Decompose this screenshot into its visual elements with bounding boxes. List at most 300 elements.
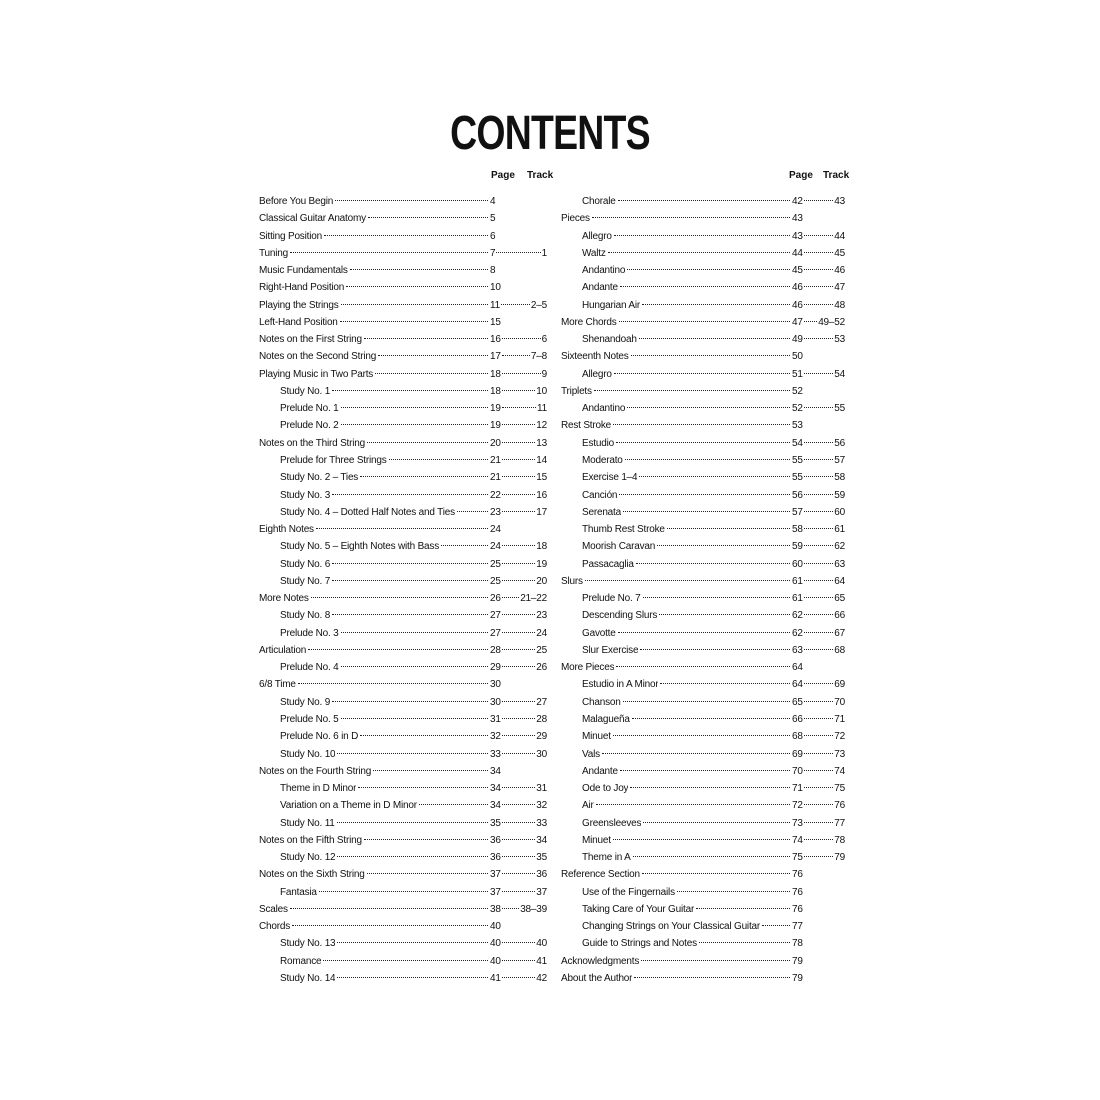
page-track-group [792, 469, 845, 486]
entry-track: 25 [536, 644, 547, 656]
dot-leader [311, 596, 488, 598]
entry-title: Slur Exercise [582, 644, 639, 656]
dot-leader [496, 251, 540, 253]
toc-entry [259, 607, 547, 624]
page-track-group [792, 780, 845, 797]
dot-leader [502, 959, 536, 961]
entry-page: 29 [490, 662, 501, 674]
dot-leader [502, 372, 541, 374]
entry-page: 79 [792, 972, 803, 984]
dot-leader [360, 475, 488, 477]
entry-title: Study No. 7 [280, 575, 331, 587]
toc-entry [561, 866, 845, 883]
toc-entry [259, 780, 547, 797]
page-track-group [792, 538, 845, 555]
dot-leader [332, 579, 488, 581]
toc-entry [561, 711, 845, 728]
page-track-group [490, 711, 547, 728]
entry-page: 26 [490, 593, 501, 605]
dot-leader [640, 648, 790, 650]
entry-page: 63 [792, 644, 803, 656]
entry-title: Sixteenth Notes [561, 351, 629, 363]
entry-title: Study No. 12 [280, 852, 336, 864]
page-track-group [490, 935, 547, 952]
toc-entry [561, 901, 845, 918]
page-track-group [792, 504, 845, 521]
entry-page: 55 [792, 454, 803, 466]
entry-page: 73 [792, 817, 803, 829]
toc-entry [259, 400, 547, 417]
dot-leader [804, 631, 834, 633]
page-track-group [490, 400, 547, 417]
dot-leader [502, 423, 536, 425]
entry-title: Fantasia [280, 886, 317, 898]
entry-track: 54 [834, 368, 845, 380]
entry-title: Gavotte [582, 627, 616, 639]
entry-title: Study No. 5 – Eighth Notes with Bass [280, 541, 439, 553]
entry-page: 42 [792, 196, 803, 207]
entry-page: 16 [490, 334, 501, 346]
toc-entry [561, 245, 845, 262]
entry-track: 59 [834, 489, 845, 501]
entry-page: 4 [490, 196, 496, 207]
page-track-group [490, 469, 547, 486]
dot-leader [657, 544, 790, 546]
page-track-group [792, 417, 845, 434]
dot-leader [660, 682, 790, 684]
dot-leader [619, 493, 790, 495]
dot-leader [316, 527, 488, 529]
toc-entry [561, 746, 845, 763]
dot-leader [298, 682, 488, 684]
dot-leader [502, 786, 536, 788]
entry-track: 14 [536, 454, 547, 466]
dot-leader [341, 717, 488, 719]
entry-track: 68 [834, 644, 845, 656]
entry-track: 77 [834, 817, 845, 829]
dot-leader [618, 631, 790, 633]
dot-leader [319, 890, 488, 892]
entry-track: 67 [834, 627, 845, 639]
entry-page: 25 [490, 558, 501, 570]
page-track-group [792, 694, 845, 711]
page-track-group [792, 849, 845, 866]
entry-track: 9 [541, 368, 547, 380]
entry-page: 50 [792, 351, 803, 363]
page-track-group [490, 676, 547, 693]
dot-leader [290, 907, 488, 909]
entry-title: Notes on the Fourth String [259, 765, 372, 777]
dot-leader [502, 734, 536, 736]
entry-page: 52 [792, 403, 803, 415]
page-track-group [792, 763, 845, 780]
toc-entry [561, 348, 845, 365]
toc-entry [259, 193, 547, 210]
dot-leader [613, 838, 790, 840]
entry-track: 48 [834, 299, 845, 311]
dot-leader [502, 510, 536, 512]
page-track-group [792, 866, 845, 883]
page-track-group [490, 901, 547, 918]
toc-entry [561, 487, 845, 504]
toc-entry [259, 953, 547, 970]
page-track-group [490, 193, 547, 210]
dot-leader [502, 770, 546, 771]
dot-leader [496, 269, 546, 270]
entry-page: 59 [792, 541, 803, 553]
page-track-group [490, 573, 547, 590]
dot-leader [804, 234, 834, 236]
entry-page: 34 [490, 765, 501, 777]
page-track-group [792, 193, 845, 210]
toc-entry [259, 348, 547, 365]
page-track-group [792, 452, 845, 469]
page-track-group [490, 297, 547, 314]
toc-entry [561, 728, 845, 745]
dot-leader [290, 251, 488, 253]
page-track-group [792, 815, 845, 832]
toc-entry [259, 297, 547, 314]
dot-leader [804, 303, 834, 305]
entry-title: Andante [582, 282, 618, 294]
entry-track: 10 [536, 385, 547, 397]
toc-entry [561, 469, 845, 486]
toc-entry [561, 452, 845, 469]
entry-track: 38–39 [520, 903, 547, 915]
dot-leader [502, 717, 536, 719]
entry-track: 49–52 [818, 316, 845, 328]
dot-leader [367, 441, 488, 443]
entry-page: 71 [792, 783, 803, 795]
entry-title: Prelude No. 2 [280, 420, 339, 432]
toc-entry [259, 642, 547, 659]
entry-track: 21–22 [520, 593, 547, 605]
entry-track: 15 [536, 472, 547, 484]
dot-leader [641, 959, 790, 961]
entry-title: Tuning [259, 247, 289, 259]
dot-leader [457, 510, 488, 512]
toc-entry [561, 797, 845, 814]
toc-entry [561, 556, 845, 573]
entry-title: Serenata [582, 506, 621, 518]
entry-page: 43 [792, 230, 803, 242]
entry-page: 17 [490, 351, 501, 363]
dot-leader [619, 320, 790, 322]
dot-leader [804, 838, 834, 840]
entry-page: 60 [792, 558, 803, 570]
dot-leader [804, 786, 834, 788]
page-track-group [490, 746, 547, 763]
entry-track: 55 [834, 403, 845, 415]
dot-leader [308, 648, 488, 650]
dot-leader [502, 665, 536, 667]
entry-page: 43 [792, 213, 803, 225]
entry-track: 61 [834, 524, 845, 536]
dot-leader [631, 354, 790, 356]
entry-title: Articulation [259, 644, 307, 656]
dot-leader [696, 907, 790, 909]
toc-entry [259, 487, 547, 504]
dot-leader [636, 562, 790, 564]
page-track-group [792, 573, 845, 590]
entry-title: Study No. 14 [280, 972, 336, 984]
entry-title: About the Author [561, 972, 633, 984]
entry-track: 23 [536, 610, 547, 622]
dot-leader [368, 216, 488, 218]
entry-track: 41 [536, 955, 547, 967]
dot-leader [502, 389, 536, 391]
dot-leader [501, 303, 530, 305]
dot-leader [502, 528, 546, 529]
dot-leader [699, 941, 790, 943]
entry-title: Allegro [582, 230, 612, 242]
entry-page: 22 [490, 489, 501, 501]
dot-leader [502, 872, 536, 874]
entry-page: 30 [490, 679, 501, 691]
entry-title: Variation on a Theme in D Minor [280, 800, 417, 812]
toc-entry [259, 573, 547, 590]
dot-leader [502, 838, 536, 840]
dot-leader [804, 562, 834, 564]
entry-page: 28 [490, 644, 501, 656]
entry-title: Changing Strings on Your Classical Guitar [582, 921, 761, 933]
entry-track: 35 [536, 852, 547, 864]
toc-entry [259, 763, 547, 780]
toc-entry [259, 556, 547, 573]
entry-title: More Chords [561, 316, 617, 328]
entry-title: Prelude No. 3 [280, 627, 339, 639]
entry-page: 57 [792, 506, 803, 518]
entry-title: Study No. 6 [280, 558, 331, 570]
entry-page: 25 [490, 575, 501, 587]
dot-leader [804, 596, 834, 598]
page-track-group [490, 659, 547, 676]
page-track-group [792, 746, 845, 763]
dot-leader [804, 734, 834, 736]
dot-leader [804, 441, 834, 443]
entry-page: 21 [490, 472, 501, 484]
entry-title: Hungarian Air [582, 299, 640, 311]
entry-page: 58 [792, 524, 803, 536]
entry-page: 40 [490, 938, 501, 950]
toc-entry [259, 521, 547, 538]
page-track-group [792, 884, 845, 901]
toc-entry [259, 728, 547, 745]
entry-title: Ode to Joy [582, 783, 629, 795]
entry-title: Notes on the Second String [259, 351, 377, 363]
entry-track: 7–8 [530, 351, 547, 363]
dot-leader [337, 855, 488, 857]
entry-title: Notes on the Third String [259, 437, 365, 449]
entry-track: 16 [536, 489, 547, 501]
dot-leader [502, 631, 536, 633]
entry-page: 18 [490, 385, 501, 397]
entry-page: 15 [490, 316, 501, 328]
dot-leader [502, 821, 536, 823]
toc-entry [561, 763, 845, 780]
entry-page: 35 [490, 817, 501, 829]
entry-page: 76 [792, 869, 803, 881]
dot-leader [639, 337, 790, 339]
page-track-group [792, 711, 845, 728]
dot-leader [804, 372, 834, 374]
dot-leader [643, 596, 790, 598]
page-track-group [490, 625, 547, 642]
entry-title: Notes on the Fifth String [259, 834, 362, 846]
toc-entry [561, 832, 845, 849]
dot-leader [632, 717, 790, 719]
entry-track: 18 [536, 541, 547, 553]
dot-leader [667, 527, 790, 529]
entry-track: 79 [834, 852, 845, 864]
dot-leader [804, 821, 834, 823]
toc-left-column [259, 168, 554, 987]
toc-entry [259, 417, 547, 434]
entry-page: 30 [490, 696, 501, 708]
entry-page: 46 [792, 299, 803, 311]
entry-page: 37 [490, 886, 501, 898]
entry-title: Shenandoah [582, 334, 637, 346]
entry-track: 70 [834, 696, 845, 708]
page-track-group [490, 504, 547, 521]
entry-title: Prelude No. 1 [280, 403, 339, 415]
dot-leader [375, 372, 488, 374]
track-header: Track [527, 170, 554, 181]
page-track-group [490, 953, 547, 970]
entry-track: 72 [834, 731, 845, 743]
dot-leader [502, 354, 530, 356]
dot-leader [364, 838, 488, 840]
toc-entry [561, 504, 845, 521]
page-track-group [792, 953, 845, 970]
entry-page: 18 [490, 368, 501, 380]
dot-leader [602, 752, 790, 754]
entry-title: Use of the Fingernails [582, 886, 675, 898]
entry-track: 2–5 [530, 299, 547, 311]
page-track-group [792, 832, 845, 849]
entry-track: 56 [834, 437, 845, 449]
dot-leader [804, 666, 844, 667]
page-track-group [792, 228, 845, 245]
entry-page: 64 [792, 679, 803, 691]
toc-entry [259, 746, 547, 763]
toc-entry [561, 573, 845, 590]
dot-leader [332, 493, 488, 495]
dot-leader [367, 872, 488, 874]
entry-title: Estudio in A Minor [582, 679, 659, 691]
entry-title: Study No. 13 [280, 938, 336, 950]
toc-entry [561, 780, 845, 797]
dot-leader [502, 458, 536, 460]
entry-track: 34 [536, 834, 547, 846]
entry-title: Study No. 8 [280, 610, 331, 622]
toc-entry [259, 590, 547, 607]
entry-page: 51 [792, 368, 803, 380]
entry-track: 57 [834, 454, 845, 466]
entry-page: 52 [792, 385, 803, 397]
toc-entry [259, 435, 547, 452]
toc-entry [561, 590, 845, 607]
page-track-group [792, 676, 845, 693]
entry-page: 19 [490, 420, 501, 432]
entry-page: 5 [490, 213, 496, 225]
page-track-group [490, 763, 547, 780]
entry-title: Allegro [582, 368, 612, 380]
entry-page: 64 [792, 662, 803, 674]
entry-page: 79 [792, 955, 803, 967]
entry-page: 78 [792, 938, 803, 950]
page-track-group [792, 383, 845, 400]
dot-leader [350, 268, 488, 270]
page-track-group [490, 866, 547, 883]
entry-track: 60 [834, 506, 845, 518]
page-track-group [792, 935, 845, 952]
entry-page: 34 [490, 783, 501, 795]
page-track-group [490, 797, 547, 814]
page-header: Page [491, 170, 515, 181]
page-track-group [490, 815, 547, 832]
page-track-group [490, 210, 547, 227]
entry-page: 62 [792, 627, 803, 639]
entry-track: 28 [536, 713, 547, 725]
toc-entry [259, 210, 547, 227]
dot-leader [804, 424, 844, 425]
dot-leader [804, 908, 844, 909]
entry-title: Andante [582, 765, 618, 777]
toc-entry [561, 417, 845, 434]
entry-title: Study No. 2 – Ties [280, 472, 359, 484]
page-track-group [792, 348, 845, 365]
entry-title: Malagueña [582, 713, 630, 725]
toc-entry [259, 279, 547, 296]
toc-right-column [561, 168, 850, 987]
entry-title: Reference Section [561, 869, 640, 881]
column-header [259, 168, 554, 193]
page-track-group [792, 314, 845, 331]
dot-leader [332, 562, 488, 564]
entry-track: 26 [536, 662, 547, 674]
toc-entry [561, 642, 845, 659]
entry-title: Rest Stroke [561, 420, 612, 432]
toc-entry [561, 435, 845, 452]
dot-leader [341, 665, 488, 667]
dot-leader [502, 579, 536, 581]
entry-title: Sitting Position [259, 230, 322, 242]
toc-entry [259, 331, 547, 348]
entry-title: Theme in D Minor [280, 783, 357, 795]
toc-entry [561, 694, 845, 711]
toc-entry [561, 297, 845, 314]
dot-leader [804, 648, 834, 650]
dot-leader [614, 372, 790, 374]
entry-title: Moderato [582, 454, 623, 466]
toc-entry [561, 815, 845, 832]
dot-leader [625, 458, 790, 460]
entry-track: 30 [536, 748, 547, 760]
dot-leader [804, 285, 834, 287]
entry-page: 20 [490, 437, 501, 449]
toc-entry [561, 884, 845, 901]
toc-entry [561, 279, 845, 296]
entry-title: Classical Guitar Anatomy [259, 213, 366, 225]
entry-title: Left-Hand Position [259, 316, 338, 328]
entry-page: 66 [792, 713, 803, 725]
entry-title: Vals [582, 748, 600, 760]
toc-entry [561, 953, 845, 970]
dot-leader [502, 321, 546, 322]
dot-leader [341, 631, 488, 633]
dot-leader [804, 942, 844, 943]
